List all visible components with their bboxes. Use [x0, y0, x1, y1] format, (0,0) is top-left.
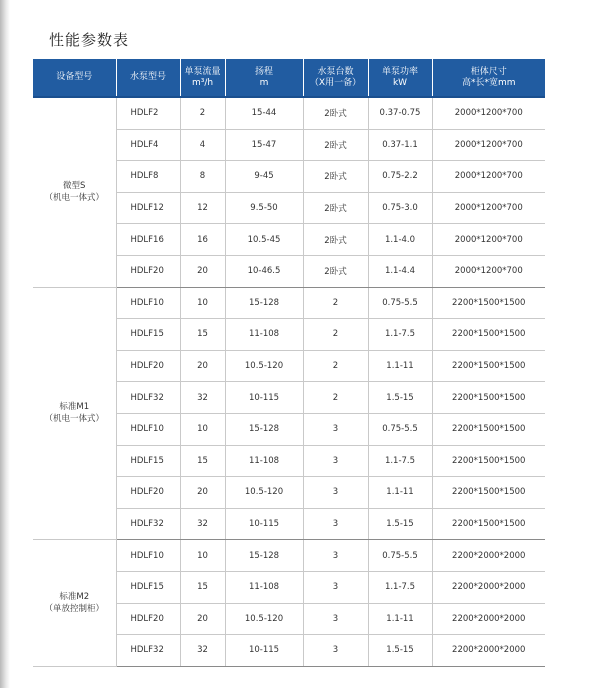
cell-pump-model: HDLF20 [116, 350, 180, 382]
cell-flow: 15 [180, 445, 225, 477]
cell-power: 1.1-4.0 [368, 224, 432, 256]
cell-power: 0.37-0.75 [368, 97, 432, 129]
cell-power: 0.37-1.1 [368, 129, 432, 161]
cell-power: 0.75-5.5 [368, 540, 432, 572]
header-unit: （X用一备） [309, 77, 362, 88]
cell-flow: 32 [180, 382, 225, 414]
cell-cabinet-size: 2200*2000*2000 [432, 603, 545, 635]
cell-pump-model: HDLF8 [116, 161, 180, 193]
cell-pump-count: 2 [303, 382, 368, 414]
cell-head: 10.5-120 [225, 603, 303, 635]
table-row [33, 287, 545, 319]
cell-power: 0.75-3.0 [368, 192, 432, 224]
cell-power: 1.1-11 [368, 477, 432, 509]
header-label: 柜体尺寸 [470, 66, 507, 77]
cell-power: 1.5-15 [368, 382, 432, 414]
cell-pump-model: HDLF20 [116, 603, 180, 635]
cell-pump-model: HDLF4 [116, 129, 180, 161]
cell-pump-count: 2 [303, 350, 368, 382]
cell-pump-count: 2卧式 [303, 224, 368, 256]
cell-pump-count: 3 [303, 540, 368, 572]
cell-pump-count: 2卧式 [303, 192, 368, 224]
cell-cabinet-size: 2200*1500*1500 [432, 350, 545, 382]
cell-power: 0.75-2.2 [368, 161, 432, 193]
cell-head: 15-128 [225, 413, 303, 445]
cell-head: 15-128 [225, 540, 303, 572]
cell-pump-count: 2 [303, 287, 368, 319]
cell-pump-count: 3 [303, 508, 368, 540]
cell-flow: 20 [180, 350, 225, 382]
cell-pump-model: HDLF10 [116, 287, 180, 319]
cell-flow: 20 [180, 477, 225, 509]
cell-head: 15-128 [225, 287, 303, 319]
cell-head: 10-46.5 [225, 255, 303, 287]
cell-head: 10.5-120 [225, 350, 303, 382]
header-unit: m [259, 77, 269, 88]
equipment-group-name: 微型S [63, 181, 86, 192]
cell-power: 0.75-5.5 [368, 413, 432, 445]
header-label: 单泵功率 [381, 66, 418, 77]
cell-cabinet-size: 2000*1200*700 [432, 97, 545, 129]
header-unit: 高*长*宽mm [461, 77, 516, 88]
header-label: 设备型号 [56, 72, 93, 82]
cell-flow: 10 [180, 287, 225, 319]
cell-flow: 4 [180, 129, 225, 161]
cell-cabinet-size: 2200*2000*2000 [432, 635, 545, 667]
cell-power: 1.1-11 [368, 603, 432, 635]
cell-pump-model: HDLF15 [116, 445, 180, 477]
cell-power: 1.5-15 [368, 635, 432, 667]
page-title: 性能参数表 [49, 31, 130, 49]
cell-pump-model: HDLF20 [116, 477, 180, 509]
cell-pump-model: HDLF32 [116, 382, 180, 414]
cell-cabinet-size: 2200*1500*1500 [432, 413, 545, 445]
cell-head: 15-47 [225, 129, 303, 161]
equipment-group-note: （机电一体式） [44, 414, 104, 425]
cell-pump-count: 3 [303, 477, 368, 509]
cell-pump-model: HDLF20 [116, 255, 180, 287]
cell-power: 1.1-7.5 [368, 571, 432, 603]
cell-head: 11-108 [225, 319, 303, 351]
page-edge-shadow [0, 0, 10, 688]
cell-pump-count: 3 [303, 571, 368, 603]
cell-cabinet-size: 2200*1500*1500 [432, 287, 545, 319]
cell-power: 0.75-5.5 [368, 287, 432, 319]
cell-head: 10-115 [225, 508, 303, 540]
cell-pump-count: 2卧式 [303, 97, 368, 129]
cell-cabinet-size: 2200*2000*2000 [432, 540, 545, 572]
cell-pump-model: HDLF10 [116, 540, 180, 572]
cell-cabinet-size: 2000*1200*700 [432, 161, 545, 193]
cell-flow: 32 [180, 508, 225, 540]
cell-pump-model: HDLF2 [116, 97, 180, 129]
header-label: 水泵型号 [129, 72, 166, 82]
header-head [225, 59, 303, 97]
cell-flow: 32 [180, 635, 225, 667]
header-pump-count [303, 59, 368, 97]
cell-pump-count: 2卧式 [303, 161, 368, 193]
cell-pump-count: 2卧式 [303, 129, 368, 161]
cell-flow: 8 [180, 161, 225, 193]
cell-cabinet-size: 2200*1500*1500 [432, 445, 545, 477]
header-row [33, 59, 545, 97]
header-unit: kW [392, 77, 408, 88]
equipment-group-cell [33, 97, 116, 287]
cell-head: 10-115 [225, 382, 303, 414]
cell-pump-count: 2卧式 [303, 255, 368, 287]
equipment-group-cell [33, 287, 116, 540]
header-label: 扬程 [254, 66, 273, 77]
cell-head: 10.5-45 [225, 224, 303, 256]
cell-flow: 20 [180, 255, 225, 287]
header-pump-model [116, 59, 180, 97]
cell-cabinet-size: 2200*1500*1500 [432, 319, 545, 351]
header-unit: m³/h [191, 77, 214, 88]
performance-parameter-table [33, 59, 545, 667]
cell-pump-count: 3 [303, 603, 368, 635]
cell-cabinet-size: 2000*1200*700 [432, 129, 545, 161]
cell-cabinet-size: 2000*1200*700 [432, 255, 545, 287]
cell-cabinet-size: 2200*1500*1500 [432, 382, 545, 414]
cell-head: 10.5-120 [225, 477, 303, 509]
equipment-group-note: （机电一体式） [44, 193, 104, 204]
cell-head: 10-115 [225, 635, 303, 667]
cell-pump-count: 3 [303, 445, 368, 477]
cell-pump-model: HDLF10 [116, 413, 180, 445]
table-header [33, 59, 545, 97]
header-label: 水泵台数 [317, 66, 354, 77]
header-power [368, 59, 432, 97]
cell-cabinet-size: 2200*2000*2000 [432, 571, 545, 603]
cell-power: 1.1-4.4 [368, 255, 432, 287]
table-row [33, 540, 545, 572]
cell-pump-model: HDLF15 [116, 571, 180, 603]
cell-flow: 10 [180, 540, 225, 572]
header-cabinet-size [432, 59, 545, 97]
header-equipment-model [33, 59, 116, 97]
cell-pump-model: HDLF12 [116, 192, 180, 224]
cell-head: 11-108 [225, 445, 303, 477]
cell-flow: 12 [180, 192, 225, 224]
cell-pump-model: HDLF15 [116, 319, 180, 351]
cell-flow: 2 [180, 97, 225, 129]
equipment-group-name: 标准M1 [59, 402, 90, 413]
cell-cabinet-size: 2200*1500*1500 [432, 508, 545, 540]
cell-flow: 15 [180, 571, 225, 603]
header-label: 单泵流量 [184, 66, 221, 77]
cell-cabinet-size: 2000*1200*700 [432, 224, 545, 256]
cell-pump-count: 2 [303, 319, 368, 351]
cell-head: 9-45 [225, 161, 303, 193]
cell-head: 11-108 [225, 571, 303, 603]
cell-power: 1.5-15 [368, 508, 432, 540]
cell-flow: 20 [180, 603, 225, 635]
table-body [33, 97, 545, 666]
table-row [33, 97, 545, 129]
cell-head: 9.5-50 [225, 192, 303, 224]
cell-power: 1.1-7.5 [368, 319, 432, 351]
cell-pump-count: 3 [303, 635, 368, 667]
cell-pump-model: HDLF32 [116, 635, 180, 667]
cell-flow: 10 [180, 413, 225, 445]
equipment-group-note: （单放控制柜） [44, 604, 104, 614]
cell-power: 1.1-7.5 [368, 445, 432, 477]
equipment-group-name: 标准M2 [59, 592, 90, 602]
cell-pump-count: 3 [303, 413, 368, 445]
cell-pump-model: HDLF16 [116, 224, 180, 256]
cell-cabinet-size: 2000*1200*700 [432, 192, 545, 224]
cell-power: 1.1-11 [368, 350, 432, 382]
equipment-group-cell [33, 540, 116, 666]
cell-head: 15-44 [225, 97, 303, 129]
cell-cabinet-size: 2200*1500*1500 [432, 477, 545, 509]
cell-pump-model: HDLF32 [116, 508, 180, 540]
header-flow [180, 59, 225, 97]
cell-flow: 15 [180, 319, 225, 351]
cell-flow: 16 [180, 224, 225, 256]
